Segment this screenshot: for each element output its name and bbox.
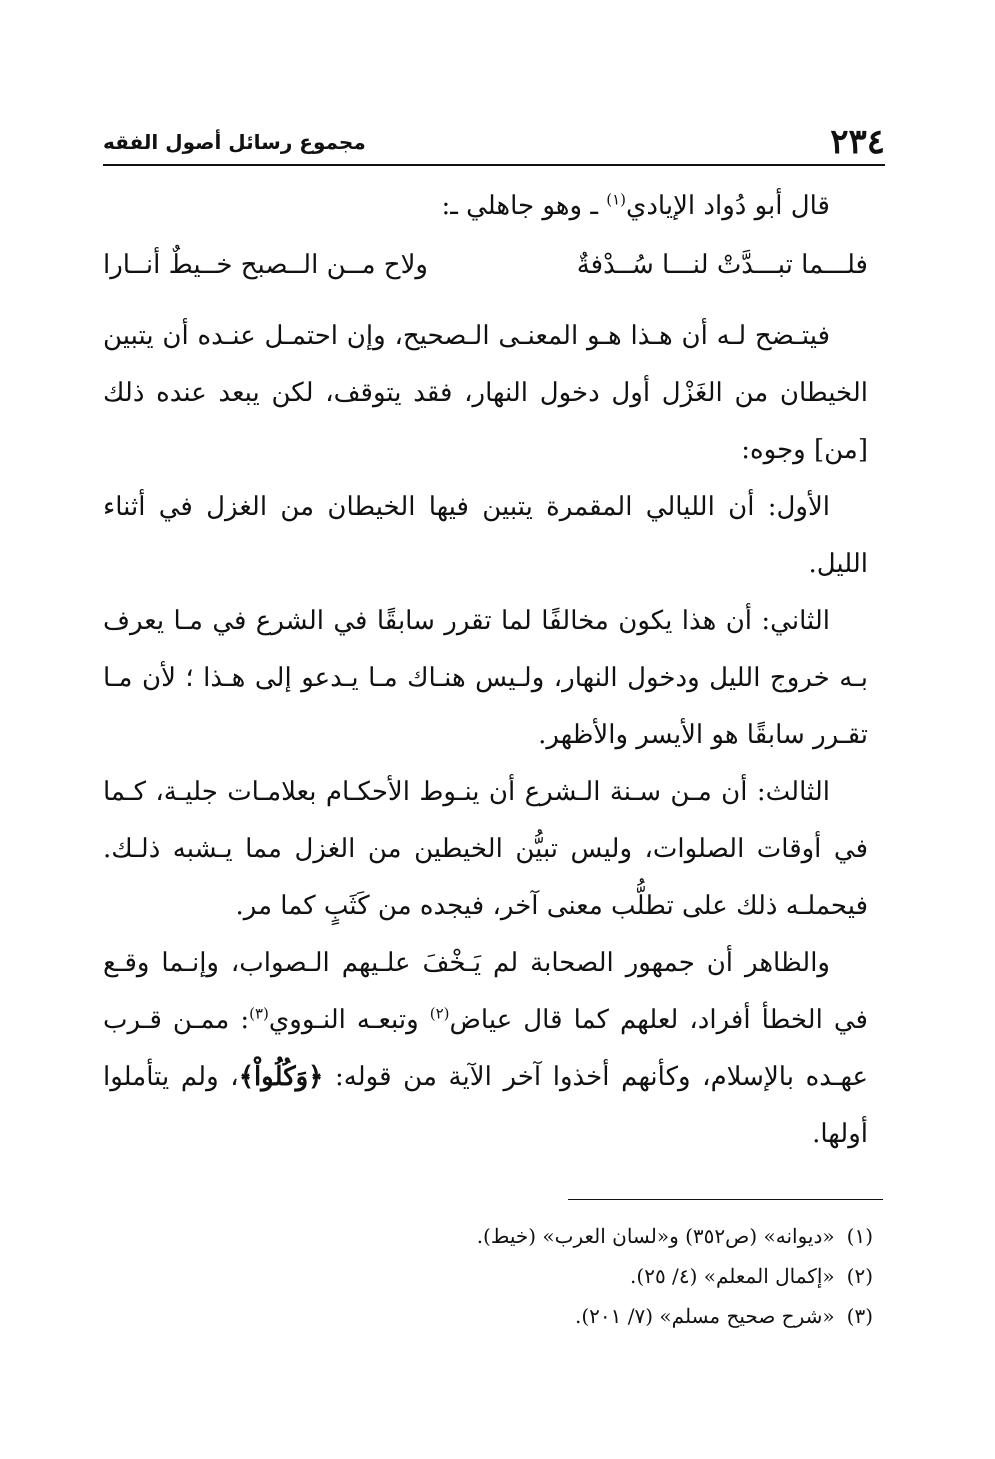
paragraph-second-reason: الثاني: أن هذا يكون مخالفًا لما تقرر سابقًا في الشرع في مـا يعرف بـه خروج الليل ودخول النهار، ولـيس هنـاك مـا يـدعو إلى هـذا ؛ لأن مـا تقـرر سابقًا هو الأيسر والأظهر. [103,606,868,750]
footnote-divider [568,1199,883,1200]
paragraph-third-reason: الثالث: أن مـن سـنة الـشرع أن ينـوط الأحكـام بعلامـات جليـة، كـما في أوقات الصلوات، وليس تبيُّن الخيطين من الغزل مما يـشبه ذلـك. فيحملـه ذلك على تطلُّب معنى آخر، فيجده من كَثَبٍ كما مر. [103,777,868,921]
footnotes [103,1216,873,1336]
running-title: مجموع رسائل أصول الفقه [103,130,366,154]
header-divider [103,164,885,166]
conclusion-text-1: والظاهر أن جمهور الصحابة لم يَـخْفَ علـيهم الـصواب، وإنـما وقـع في الخطأ أفراد، لعلهم كما قال عياض [103,948,868,1035]
conclusion-text-2: وتبعـه النـووي [268,1005,430,1035]
footnote-ref-2: (٢) [429,1004,450,1023]
verse-second-hemistich: ولاح مــن الــصبح خــيطٌ أنــارا [103,250,428,280]
footnote-text: «ديوانه» (ص٣٥٢) و«لسان العرب» (خيط). [476,1224,835,1248]
paragraph-explanation: فيتـضح لـه أن هـذا هـو المعنـى الـصحيح، وإن احتمـل عنـده أن يتبين الخيطان من الغَزْل أول دخول النهار، فقد يتوقف، لكن يبعد عنده ذلك [من] وجوه: [103,321,868,465]
footnote-1 [103,1216,873,1256]
verse-first-hemistich: فلـــما تبـــدَّتْ لنـــا سُــدْفةٌ [576,250,868,280]
poetry-verse [103,237,868,294]
intro-line [103,178,868,235]
page-header [103,120,885,160]
main-text [103,178,868,1163]
footnote-number: (٢) [846,1264,873,1288]
footnote-number: (١) [846,1224,873,1248]
page-number: ٢٣٤ [830,122,885,162]
footnote-2 [103,1256,873,1296]
paragraph-first-reason: الأول: أن الليالي المقمرة يتبين فيها الخيطان من الغزل في أثناء الليل. [103,492,868,579]
footnote-ref-3: (٣) [249,1004,269,1023]
footnote-text: «شرح صحيح مسلم» (٧/ ٢٠١). [574,1304,835,1328]
quran-quote: ﴿وَكُلُواْ﴾ [238,1062,324,1092]
intro-text: قال أبو دُواد الإيادي [625,191,830,221]
footnote-text: «إكمال المعلم» (٤/ ٢٥). [630,1264,835,1288]
conclusion-text-4: ، ولم يتأملوا أولها. [103,1062,868,1149]
footnote-number: (٣) [846,1304,873,1328]
footnote-3 [103,1296,873,1336]
intro-text-end: ـ وهو جاهلي ـ: [441,191,607,221]
conclusion-text-3: : ممـن قـرب عهـده بالإسلام، وكأنهم أخذوا آخر الآية من قوله: [103,1005,868,1092]
footnote-ref-1: (١) [606,190,626,209]
paragraph-conclusion [103,935,868,1163]
